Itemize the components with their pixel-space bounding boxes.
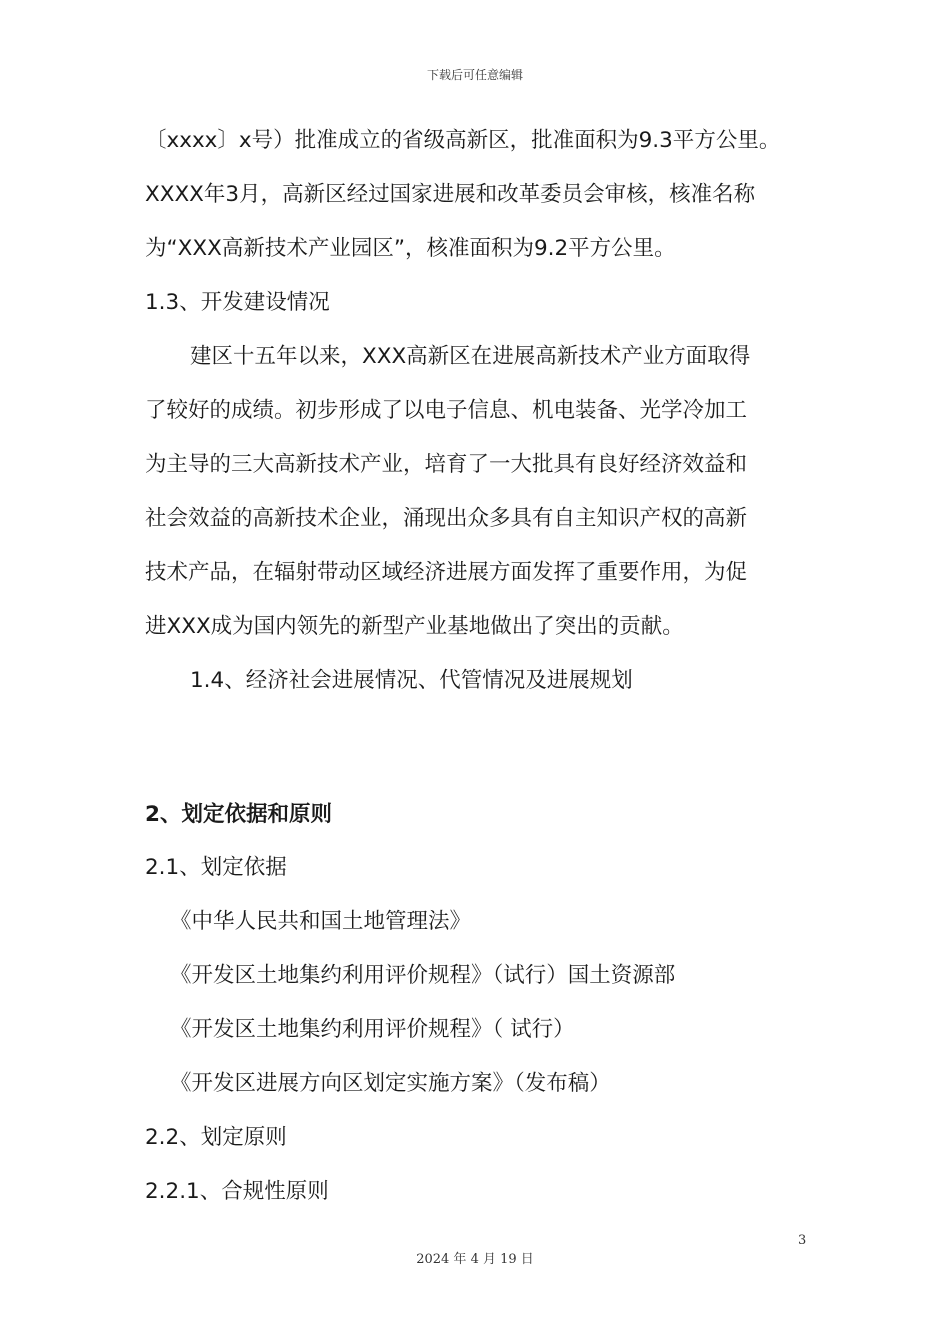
section-heading-1-4: 1.4、经济社会进展情况、代管情况及进展规划 [190,668,633,693]
body-line-3: 为“XXX高新技术产业园区”，核准面积为9.2平方公里。 [145,236,676,261]
body-line-2: XXXX年3月，高新区经过国家进展和改革委员会审核，核准名称 [145,182,756,207]
page-number: 3 [798,1233,807,1248]
reference-item-4: 《开发区进展方向区划定实施方案》（发布稿） [170,1071,611,1096]
footer-date: 2024 年 4 月 19 日 [416,1252,534,1267]
section-heading-2-2: 2.2、划定原则 [145,1125,287,1150]
paragraph-line-1: 建区十五年以来，XXX高新区在进展高新技术产业方面取得 [190,344,751,369]
body-line-1: 〔xxxx〕x号）批准成立的省级高新区，批准面积为9.3平方公里。 [145,128,781,153]
section-heading-2-2-1: 2.2.1、合规性原则 [145,1179,329,1204]
section-heading-2-1: 2.1、划定依据 [145,855,287,880]
paragraph-line-3: 为主导的三大高新技术产业，培育了一大批具有良好经济效益和 [145,452,748,477]
paragraph-line-4: 社会效益的高新技术企业，涌现出众多具有自主知识产权的高新 [145,506,748,531]
paragraph-line-2: 了较好的成绩。初步形成了以电子信息、机电装备、光学冷加工 [145,398,748,423]
page-header: 下载后可任意编辑 [426,68,523,82]
section-heading-2: 2、划定依据和原则 [145,802,332,827]
reference-item-3: 《开发区土地集约利用评价规程》（ 试行） [170,1017,575,1042]
reference-item-1: 《中华人民共和国土地管理法》 [170,909,472,934]
paragraph-line-6: 进XXX成为国内领先的新型产业基地做出了突出的贡献。 [145,614,684,639]
reference-item-2: 《开发区土地集约利用评价规程》（试行）国土资源部 [170,963,676,988]
section-heading-1-3: 1.3、开发建设情况 [145,290,330,315]
paragraph-line-5: 技术产品，在辐射带动区域经济进展方面发挥了重要作用，为促 [145,560,748,585]
